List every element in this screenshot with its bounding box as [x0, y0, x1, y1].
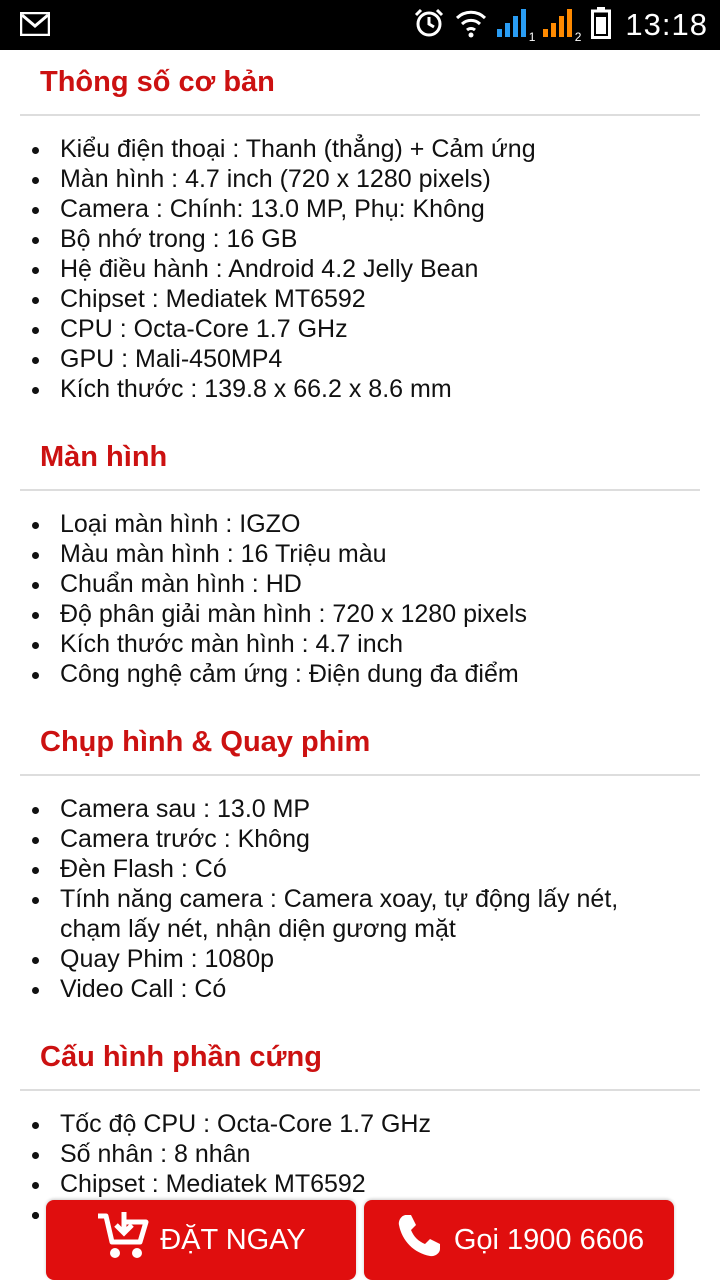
- spec-list: [0, 1091, 720, 1199]
- signal-2-icon: [543, 9, 582, 44]
- sim2-label: 2: [574, 29, 582, 44]
- sim1-label: 1: [528, 29, 536, 44]
- section-title: Cấu hình phần cứng: [40, 1041, 322, 1073]
- list-item: Chipset : Mediatek MT6592: [0, 284, 720, 314]
- list-item: Camera : Chính: 13.0 MP, Phụ: Không: [0, 194, 720, 224]
- list-item: Tốc độ CPU : Octa-Core 1.7 GHz: [0, 1109, 720, 1139]
- gmail-icon: [20, 12, 50, 41]
- list-item: Màn hình : 4.7 inch (720 x 1280 pixels): [0, 164, 720, 194]
- section-camera: [0, 710, 720, 1025]
- spec-content: [0, 50, 720, 1199]
- call-hotline-button[interactable]: [364, 1200, 674, 1280]
- list-item: Camera sau : 13.0 MP: [0, 794, 720, 824]
- alarm-icon: [413, 7, 445, 44]
- list-item: Hệ điều hành : Android 4.2 Jelly Bean: [0, 254, 720, 284]
- list-item: CPU : Octa-Core 1.7 GHz: [0, 314, 720, 344]
- list-item: Số nhân : 8 nhân: [0, 1139, 720, 1169]
- section-title: Thông số cơ bản: [40, 66, 275, 98]
- list-item: Chipset : Mediatek MT6592: [0, 1169, 720, 1199]
- list-item: Video Call : Có: [0, 974, 720, 1004]
- list-item: Công nghệ cảm ứng : Điện dung đa điểm: [0, 659, 720, 689]
- list-item: Camera trước : Không: [0, 824, 720, 854]
- list-item: Bộ nhớ trong : 16 GB: [0, 224, 720, 254]
- spec-list: [0, 491, 720, 710]
- status-bar: [0, 0, 720, 50]
- bottom-action-bar: [0, 1200, 720, 1280]
- list-item: GPU : Mali-450MP4: [0, 344, 720, 374]
- list-item: Màu màn hình : 16 Triệu màu: [0, 539, 720, 569]
- list-item: Độ phân giải màn hình : 720 x 1280 pixels: [0, 599, 720, 629]
- spec-list: [0, 776, 720, 1025]
- section-title: Màn hình: [40, 441, 168, 473]
- section-basic-specs: [0, 50, 720, 425]
- list-item: Tính năng camera : Camera xoay, tự động lấy nét, chạm lấy nét, nhận diện gương mặt: [0, 884, 720, 944]
- list-item: Chuẩn màn hình : HD: [0, 569, 720, 599]
- section-title: Chụp hình & Quay phim: [40, 726, 371, 758]
- signal-1-icon: [497, 9, 536, 44]
- phone-icon: [394, 1211, 454, 1269]
- list-item: Loại màn hình : IGZO: [0, 509, 720, 539]
- cart-add-icon: [96, 1210, 160, 1270]
- list-item: Kích thước màn hình : 4.7 inch: [0, 629, 720, 659]
- order-now-button[interactable]: [46, 1200, 356, 1280]
- list-item: Quay Phim : 1080p: [0, 944, 720, 974]
- list-item: Kích thước : 139.8 x 66.2 x 8.6 mm: [0, 374, 720, 404]
- section-hardware: [0, 1025, 720, 1199]
- clock: 13:18: [625, 7, 708, 42]
- list-item: Đèn Flash : Có: [0, 854, 720, 884]
- spec-list: [0, 116, 720, 425]
- wifi-icon: [455, 8, 487, 43]
- section-display: [0, 425, 720, 710]
- call-hotline-label: Gọi 1900 6606: [453, 1223, 645, 1256]
- list-item: Kiểu điện thoại : Thanh (thẳng) + Cảm ứng: [0, 134, 720, 164]
- order-now-label: ĐẶT NGAY: [160, 1223, 306, 1256]
- battery-icon: [591, 7, 611, 44]
